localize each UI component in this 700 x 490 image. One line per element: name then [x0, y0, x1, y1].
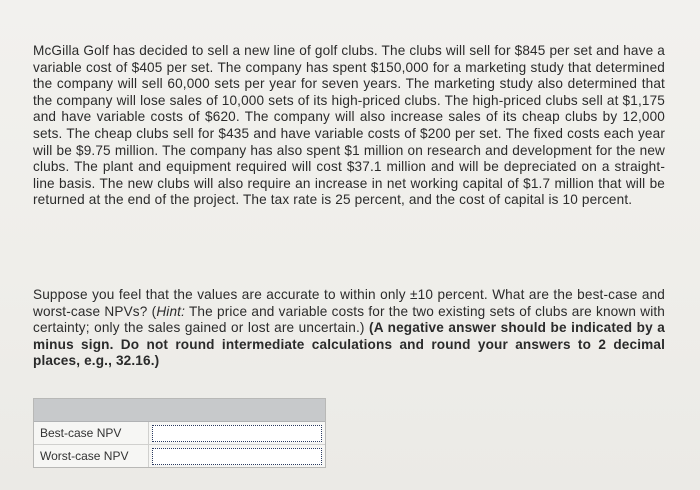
best-case-npv-label: Best-case NPV: [34, 422, 149, 444]
best-case-npv-input[interactable]: [152, 425, 322, 442]
question-prompt: [33, 287, 665, 370]
worst-case-npv-label: Worst-case NPV: [34, 445, 149, 467]
answer-table: [33, 398, 326, 468]
hint-text: The price and variable costs for the two existing sets of clubs are known with certainty; only the sales gained or lost are uncertain.): [33, 303, 666, 336]
best-case-npv-cell: [149, 422, 325, 444]
worst-case-npv-cell: [149, 445, 325, 467]
table-row-best-case: [34, 422, 325, 445]
problem-statement: McGilla Golf has decided to sell a new line of golf clubs. The clubs will sell for $845 per set and have a variable cost of $405 per set. The company has spent $150,000 for a marketing study that determined the company will sell 60,000 sets per year for seven years. The marketing study also determined that the company will lose sales of 10,000 sets of its high-priced clubs. The high-priced clubs sell at $1,175 and have variable costs of $620. The company will also increase sales of its cheap clubs by 12,000 sets. The cheap clubs sell for $435 and have variable costs of $200 per set. The fixed costs each year will be $9.75 million. The company has also spent $1 million on research and development for the new clubs. The plant and equipment required will cost $37.1 million and will be depreciated on a straight-line basis. The new clubs will also require an increase in net working capital of $1.7 million that will be returned at the end of the project. The tax rate is 25 percent, and the cost of capital is 10 percent.: [33, 43, 665, 208]
table-row-worst-case: [34, 445, 325, 467]
answer-table-header: [34, 399, 325, 422]
worst-case-npv-input[interactable]: [152, 448, 322, 465]
answer-instruction: (A negative answer should be indicated by a minus sign. Do not round intermediate calculations and round your answers to 2 decimal places, e.g., 32.16.): [33, 320, 665, 369]
question-lead: Suppose you feel that the values are accurate to within only ±10 percent. What are the best-case and worst-case NPVs? (: [33, 287, 665, 319]
hint-label: Hint:: [156, 303, 186, 319]
